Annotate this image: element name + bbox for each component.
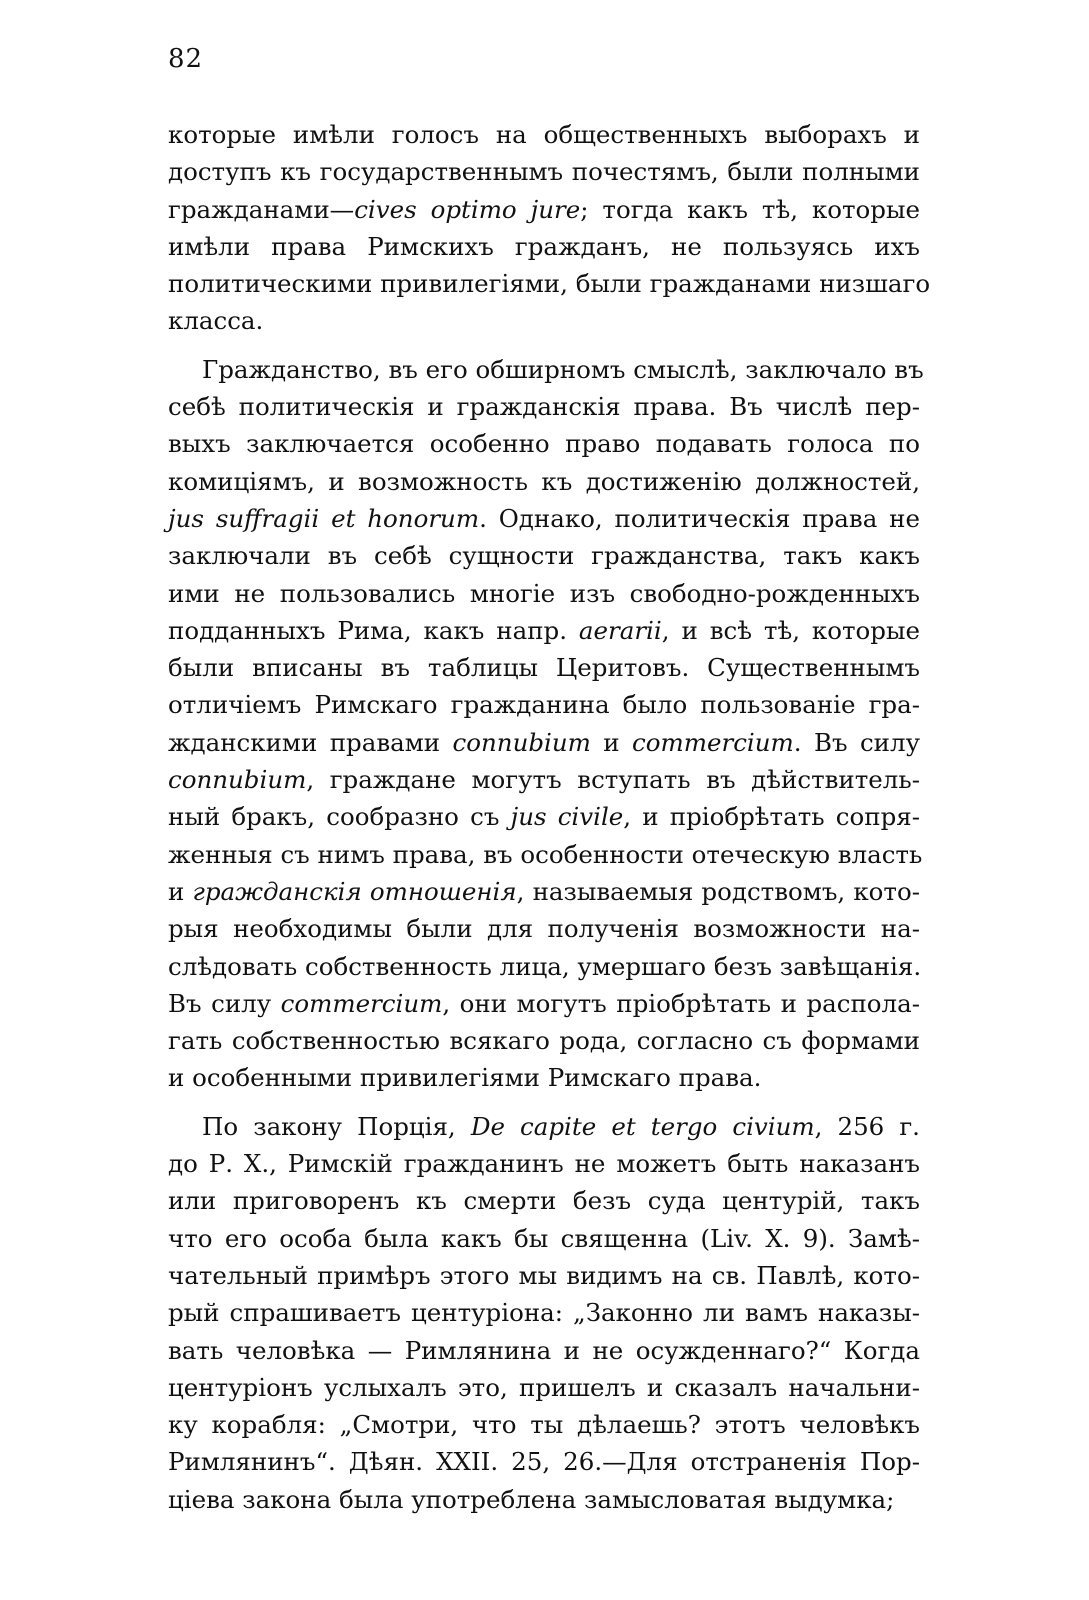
text-run: , и всѣ тѣ, которые	[661, 615, 920, 645]
latin-term: гражданскія отношенія	[192, 876, 517, 906]
text-run: , 256 г.	[814, 1111, 920, 1141]
text-run: имѣли права Римскихъ гражданъ, не пользуясь ихъ	[168, 231, 920, 261]
text-run: чательный примѣръ этого мы видимъ на св. Павлѣ, кото-	[168, 1260, 920, 1290]
latin-term: De capite et tergo civium	[470, 1111, 815, 1141]
text-run: слѣдовать собственность лица, умершаго безъ завѣщанія.	[168, 951, 922, 981]
text-line	[168, 1220, 920, 1257]
text-run: жданскими правами	[168, 727, 453, 757]
text-line	[168, 425, 920, 462]
text-run: заключали въ себѣ сущности гражданства, такъ какъ	[168, 541, 920, 571]
latin-term: connubium	[452, 727, 591, 757]
paragraph-gap	[168, 1097, 920, 1108]
text-run: или приговоренъ къ смерти безъ суда центурій, такъ	[168, 1186, 920, 1216]
text-line	[168, 612, 920, 649]
latin-term: connubium	[168, 765, 307, 795]
text-line	[168, 500, 920, 537]
text-run: По закону Порція,	[202, 1111, 471, 1141]
text-line	[168, 649, 920, 686]
text-run: ; тогда какъ тѣ, которые	[580, 194, 920, 224]
text-run: выхъ заключается особенно право подавать голоса по	[168, 429, 920, 459]
text-line	[168, 575, 920, 612]
text-line	[168, 1059, 920, 1096]
text-line	[168, 836, 923, 873]
text-line	[168, 1369, 920, 1406]
text-line	[168, 302, 920, 339]
text-run: рыя необходимы были для полученія возможности на-	[168, 914, 920, 944]
text-run: ими не пользовались многіе изъ свободно-рожденныхъ	[168, 578, 920, 608]
text-line	[168, 1406, 920, 1443]
text-line	[168, 191, 920, 228]
text-run: вать человѣка — Римлянина и не осужденнаго?“ Когда	[168, 1335, 920, 1365]
text-line	[168, 1108, 920, 1145]
text-run: Въ силу	[168, 988, 281, 1018]
text-run: и	[590, 727, 633, 757]
text-line	[168, 228, 920, 265]
text-run: центуріонъ услыхалъ это, пришелъ и сказалъ начальни-	[168, 1372, 920, 1402]
text-run: , называемыя родствомъ, кото-	[516, 876, 920, 906]
text-run: , они могутъ пріобрѣтать и распола-	[442, 988, 920, 1018]
text-line	[168, 1145, 920, 1182]
text-line	[168, 1332, 920, 1369]
text-line	[168, 910, 920, 947]
paragraph	[168, 351, 924, 1097]
text-line	[168, 761, 920, 798]
text-line	[168, 1443, 920, 1480]
text-line	[168, 1182, 920, 1219]
text-line	[168, 116, 920, 153]
text-run: подданныхъ Рима, какъ напр.	[168, 615, 579, 645]
text-line	[168, 985, 920, 1022]
latin-term: cives optimo jure	[354, 194, 581, 224]
text-run: , граждане могутъ вступать въ дѣйствитель-	[306, 765, 920, 795]
latin-term: aerarii	[578, 615, 662, 645]
text-line	[168, 873, 920, 910]
text-run: ціева закона была употреблена замысловатая выдумка;	[168, 1484, 895, 1514]
text-line	[168, 153, 920, 190]
text-run: и	[168, 876, 193, 906]
text-run: класса.	[168, 306, 264, 336]
latin-term: jus suffragii et honorum	[168, 503, 480, 533]
latin-term: jus civile	[510, 802, 624, 832]
latin-term: commercium	[280, 988, 443, 1018]
text-line	[168, 388, 920, 425]
text-run: которые имѣли голосъ на общественныхъ выборахъ и	[168, 120, 920, 149]
text-line	[168, 1257, 920, 1294]
text-run: , и пріобрѣтать сопря-	[623, 802, 921, 832]
text-run: были вписаны въ таблицы Церитовъ. Существеннымъ	[168, 653, 920, 683]
text-run: комиціямъ, и возможность къ достиженію должностей,	[168, 466, 920, 496]
text-line	[168, 948, 920, 985]
text-run: гражданами—	[168, 194, 355, 224]
body-text	[168, 116, 931, 1518]
text-line	[168, 724, 920, 761]
text-line	[168, 1481, 920, 1518]
text-line	[168, 265, 931, 302]
latin-term: commercium	[632, 727, 794, 757]
text-run: женныя съ нимъ права, въ особенности отеческую власть	[168, 839, 923, 869]
text-line	[168, 1022, 920, 1059]
paragraph	[168, 1108, 920, 1518]
text-run: гать собственностью всякаго рода, согласно съ формами	[168, 1026, 920, 1056]
text-run: Римлянинъ“. Дѣян. XXII. 25, 26.—Для отстраненія Пор-	[168, 1447, 920, 1477]
text-run: политическими привилегіями, были гражданами низшаго	[168, 269, 931, 299]
text-run: отличіемъ Римскаго гражданина было пользованіе гра-	[168, 690, 920, 720]
text-run: до Р. Х., Римскій гражданинъ не можетъ быть наказанъ	[168, 1149, 920, 1179]
text-run: . Однако, политическія права не	[479, 503, 920, 533]
text-run: себѣ политическія и гражданскія права. Въ числѣ пер-	[168, 392, 920, 422]
text-line	[168, 686, 920, 723]
text-run: и особенными привилегіями Римскаго права.	[168, 1063, 762, 1093]
text-line	[168, 351, 924, 388]
text-line	[168, 798, 920, 835]
page-number: 82	[168, 44, 204, 74]
text-run: ный бракъ, сообразно съ	[168, 802, 511, 832]
paragraph-gap	[168, 340, 920, 351]
text-run: . Въ силу	[793, 727, 920, 757]
text-run: доступъ къ государственнымъ почестямъ, были полными	[168, 157, 920, 187]
text-run: Гражданство, въ его обширномъ смыслѣ, заключало въ	[202, 354, 924, 384]
text-run: что его особа была какъ бы священна (Liv. X. 9). Замѣ-	[168, 1223, 920, 1253]
text-run: ку корабля: „Смотри, что ты дѣлаешь? этотъ человѣкъ	[168, 1410, 920, 1440]
text-line	[168, 1294, 920, 1331]
text-line	[168, 537, 920, 574]
paragraph	[168, 116, 931, 340]
text-line	[168, 463, 920, 500]
text-run: рый спрашиваетъ центуріона: „Законно ли вамъ наказы-	[168, 1298, 920, 1328]
